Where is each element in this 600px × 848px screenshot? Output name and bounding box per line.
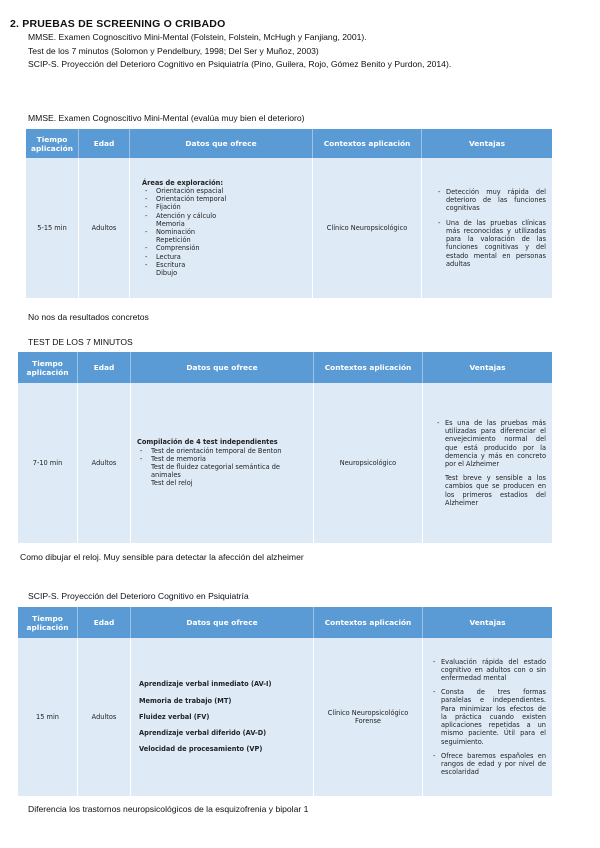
list-item: Test breve y sensible a los cambios que se producen en los primeros estadios del Alzheimer	[445, 474, 546, 507]
scip-table	[18, 607, 552, 796]
list-item: Aprendizaje verbal diferido (AV-D)	[139, 729, 267, 738]
list-item: - Test de orientación temporal de Benton	[151, 447, 310, 455]
header-ventajas: Ventajas	[423, 607, 553, 638]
list-item: - Escritura	[156, 261, 309, 269]
header-contextos: Contextos aplicación	[314, 352, 423, 383]
header-datos: Datos que ofrece	[131, 352, 314, 383]
t7-tiempo: 7-10 min	[18, 383, 78, 543]
list-item: Memoria de trabajo (MT)	[139, 696, 232, 705]
list-item: - Evaluación rápida del estado cognitivo en adultos con o sin enfermedad mental	[433, 658, 546, 683]
scip-datos	[131, 638, 314, 796]
scip-edad: Adultos	[78, 638, 131, 796]
t7-title: Compilación de 4 test independientes	[137, 438, 278, 447]
section-title: 2. PRUEBAS DE SCREENING O CRIBADO	[10, 18, 226, 30]
t7-list	[137, 447, 310, 488]
list-item: Test de fluidez categorial semántica de animales	[151, 463, 280, 480]
list-item: Memoria	[156, 219, 185, 228]
header-tiempo: Tiempo aplicación	[18, 352, 78, 383]
header-edad: Edad	[78, 607, 131, 638]
mmse-caption: MMSE. Examen Cognoscitivo Mini-Mental (evalúa muy bien el deterioro)	[28, 113, 305, 123]
t7-ventajas	[423, 383, 553, 543]
header-datos: Datos que ofrece	[130, 129, 313, 158]
header-edad: Edad	[78, 352, 131, 383]
references-list	[28, 31, 451, 72]
reference-scip: SCIP-S. Proyección del Deterioro Cognitivo en Psiquiatría (Pino, Guilera, Rojo, Gómez Benito y Purdon, 2014).	[28, 59, 452, 69]
mmse-areas-list	[142, 187, 309, 277]
mmse-tiempo: 5-15 min	[26, 158, 79, 298]
mmse-areas-title: Áreas de exploración:	[142, 178, 223, 187]
list-item: - Atención y cálculo	[156, 212, 309, 220]
list-item: - Comprensión	[156, 244, 309, 252]
table-row	[26, 158, 552, 298]
list-item: - Es una de las pruebas más utilizadas para diferenciar el envejecimiento normal del que está producido por la demencia y más en concreto por el Alzheimer	[437, 419, 546, 468]
t7-edad: Adultos	[78, 383, 131, 543]
list-item: - Nominación	[156, 228, 309, 236]
header-ventajas: Ventajas	[422, 129, 553, 158]
list-item: - Lectura	[156, 253, 309, 261]
header-datos: Datos que ofrece	[131, 607, 314, 638]
scip-contextos: Clínico Neuropsicológico Forense	[314, 638, 423, 796]
t7-datos	[131, 383, 314, 543]
scip-tiempo: 15 min	[18, 638, 78, 796]
list-item: - Detección muy rápida del deterioro de las funciones cognitivas	[438, 188, 546, 213]
header-tiempo: Tiempo aplicación	[26, 129, 79, 158]
reference-mmse: MMSE. Examen Cognoscitivo Mini-Mental (Folstein, Folstein, McHugh y Fanjiang, 2001).	[28, 32, 367, 42]
list-item: - Ofrece baremos españoles en rangos de edad y por nivel de escolaridad	[433, 752, 546, 777]
t7-contextos: Neuropsicológico	[314, 383, 423, 543]
list-item: - Orientación temporal	[156, 195, 309, 203]
reference-7min: Test de los 7 minutos (Solomon y Pendelbury, 1998; Del Ser y Muñoz, 2003)	[28, 45, 319, 56]
list-item: - Test de memoria	[151, 455, 310, 463]
list-item: - Fijación	[156, 203, 309, 211]
mmse-contextos: Clínico Neuropsicológico	[313, 158, 422, 298]
header-edad: Edad	[79, 129, 130, 158]
mmse-table	[26, 129, 552, 298]
list-item: - Una de las pruebas clínicas más reconocidas y utilizadas para la valoración de las funciones cognitivas y del estado mental en personas adultas	[438, 219, 546, 268]
list-item: Dibujo	[156, 269, 178, 278]
list-item: Fluidez verbal (FV)	[139, 712, 210, 721]
list-item: Velocidad de procesamiento (VP)	[139, 745, 263, 754]
header-tiempo: Tiempo aplicación	[18, 607, 78, 638]
header-contextos: Contextos aplicación	[314, 607, 423, 638]
t7-table	[18, 352, 552, 543]
scip-ventajas	[423, 638, 553, 796]
list-item: - Consta de tres formas paralelas e independientes. Para minimizar los efectos de la práctica cuando existen aplicaciones repetidas a un mismo paciente. Útil para el seguimiento.	[433, 688, 546, 745]
scip-caption: SCIP-S. Proyección del Deterioro Cognitivo en Psiquiatría	[28, 591, 249, 601]
list-item: Aprendizaje verbal inmediato (AV-I)	[139, 680, 272, 689]
table-row	[18, 638, 552, 796]
scip-note: Diferencia los trastornos neuropsicológicos de la esquizofrenia y bipolar 1	[28, 804, 309, 814]
header-contextos: Contextos aplicación	[313, 129, 422, 158]
t7-note: Como dibujar el reloj. Muy sensible para detectar la afección del alzheimer	[20, 552, 304, 562]
list-item: Repetición	[156, 236, 191, 245]
mmse-note: No nos da resultados concretos	[28, 312, 149, 322]
list-item: Test del reloj	[151, 479, 193, 488]
t7-caption: TEST DE LOS 7 MINUTOS	[28, 337, 133, 347]
table-row	[18, 383, 552, 543]
mmse-ventajas	[422, 158, 553, 298]
mmse-datos	[130, 158, 313, 298]
list-item: - Orientación espacial	[156, 187, 309, 195]
mmse-edad: Adultos	[79, 158, 130, 298]
header-ventajas: Ventajas	[423, 352, 553, 383]
